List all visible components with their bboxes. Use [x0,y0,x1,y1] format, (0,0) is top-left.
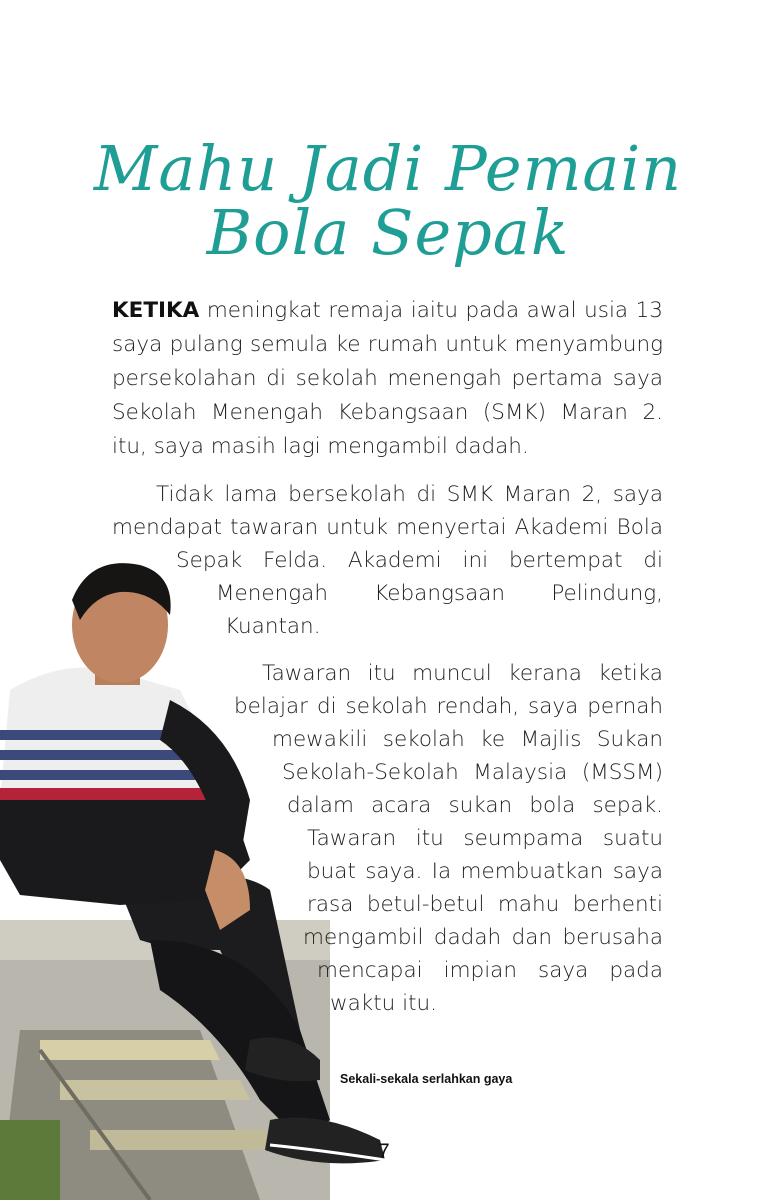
opening-keyword: KETIKA [112,298,200,323]
text-line: Tawaran itu muncul kerana ketika [262,661,663,686]
text-line: Kuantan. [225,614,321,639]
text-line: belajar di sekolah rendah, saya pernah [234,694,663,719]
text-line: Tawaran itu seumpama suatu [307,826,663,851]
chapter-title-line1: Mahu Jadi Pemain [93,132,683,205]
text-line: Tidak lama bersekolah di SMK Maran 2, saya [156,482,663,507]
text-line: waktu itu. [330,991,437,1016]
text-line: Sekolah-Sekolah Malaysia (MSSM) [282,760,663,785]
text-line: rasa betul-betul mahu berhenti [307,892,663,917]
text-line: dalam acara sukan bola sepak. [287,793,663,818]
text-line: KETIKA meningkat remaja iaitu pada awal usia 13 [112,298,663,323]
text-line: mengambil dadah dan berusaha [303,925,663,950]
page-number: 7 [378,1140,390,1163]
text-line: saya pulang semula ke rumah untuk menyambung [112,332,663,357]
photo-caption: Sekali-sekala serlahkan gaya [340,1072,513,1086]
text-line: mendapat tawaran untuk menyertai Akademi Bola [112,515,663,540]
chapter-title-line2: Bola Sepak [206,196,570,269]
text-line: buat saya. Ia membuatkan saya [307,859,663,884]
text-line: mencapai impian saya pada [317,958,663,983]
text-line: persekolahan di sekolah menengah pertama saya [112,366,663,391]
text-line: itu, saya masih lagi mengambil dadah. [112,434,529,459]
text-line: mewakili sekolah ke Majlis Sukan [272,727,663,752]
text-line: Sepak Felda. Akademi ini bertempat di [176,548,663,573]
text-line: Menengah Kebangsaan Pelindung, [216,581,663,606]
text-line: Sekolah Menengah Kebangsaan (SMK) Maran 2. [112,400,663,425]
